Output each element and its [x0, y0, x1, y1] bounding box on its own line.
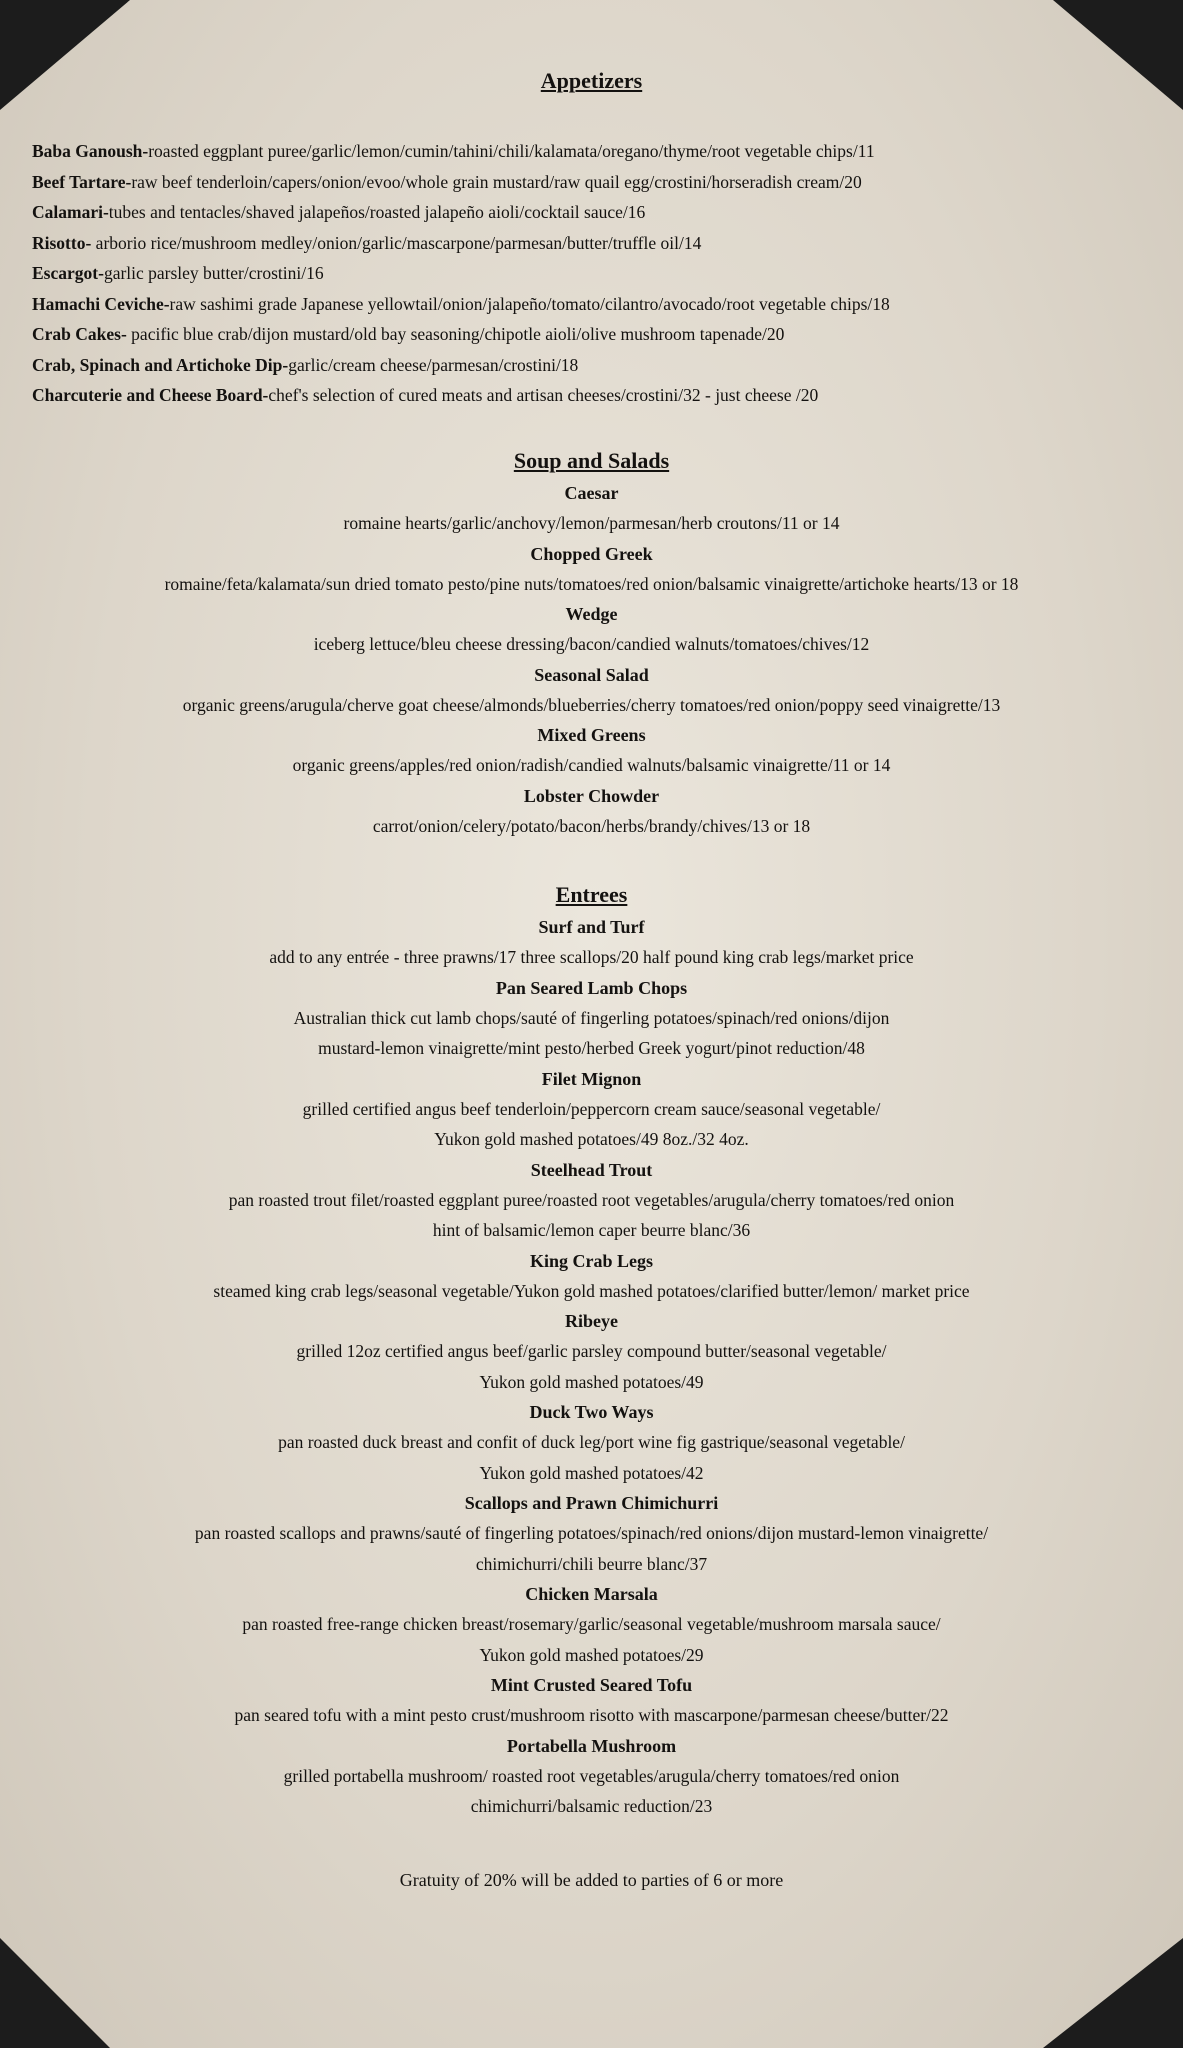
list-item	[32, 319, 1152, 350]
dish-desc: mustard-lemon vinaigrette/mint pesto/herbed Greek yogurt/pinot reduction/48	[318, 1038, 865, 1058]
entrees-heading: Entrees	[555, 882, 628, 907]
entrees-list	[0, 912, 1183, 1822]
dish-desc: pan seared tofu with a mint pesto crust/mushroom risotto with mascarpone/parmesan cheese/butter/22	[234, 1705, 949, 1725]
dish-desc: pan roasted free-range chicken breast/rosemary/garlic/seasonal vegetable/mushroom marsala sauce/	[242, 1614, 941, 1634]
dish-name: Mint Crusted Seared Tofu	[490, 1675, 693, 1695]
dish-desc: carrot/onion/celery/potato/bacon/herbs/brandy/chives/13 or 18	[372, 815, 811, 836]
list-item	[32, 136, 1152, 167]
list-item	[32, 197, 1152, 228]
dish-desc: garlic parsley butter/crostini/16	[103, 263, 324, 283]
dish-name: Wedge	[565, 604, 618, 624]
dish-name: Beef Tartare-	[32, 171, 132, 192]
dish-desc: raw beef tenderloin/capers/onion/evoo/whole grain mustard/raw quail egg/crostini/horseradish cream/20	[131, 171, 862, 192]
dish-name: Baba Ganoush-	[32, 141, 149, 161]
dish-name: Steelhead Trout	[530, 1159, 653, 1180]
dish-desc: raw sashimi grade Japanese yellowtail/onion/jalapeño/tomato/cilantro/avocado/root vegetable chips/18	[169, 293, 890, 314]
dish-desc: Australian thick cut lamb chops/sauté of fingerling potatoes/spinach/red onions/dijon	[293, 1007, 890, 1028]
dish-desc: grilled certified angus beef tenderloin/peppercorn cream sauce/seasonal vegetable/	[302, 1098, 881, 1119]
dish-desc: Yukon gold mashed potatoes/49 8oz./32 4oz.	[434, 1129, 749, 1149]
dish-name: King Crab Legs	[529, 1250, 653, 1271]
dish-desc: tubes and tentacles/shaved jalapeños/roasted jalapeño aioli/cocktail sauce/16	[108, 202, 646, 222]
dish-name: Filet Mignon	[541, 1068, 642, 1089]
menu-holder-corner	[1043, 1938, 1183, 2048]
dish-desc: iceberg lettuce/bleu cheese dressing/bacon/candied walnuts/tomatoes/chives/12	[313, 634, 870, 654]
list-item	[32, 228, 1152, 259]
dish-desc: roasted eggplant puree/garlic/lemon/cumin/tahini/chili/kalamata/oregano/thyme/root vegetable chips/11	[148, 141, 875, 161]
dish-desc: chimichurri/balsamic reduction/23	[470, 1796, 713, 1816]
gratuity-note: Gratuity of 20% will be added to parties of 6 or more	[399, 1870, 784, 1890]
dish-desc: Yukon gold mashed potatoes/29	[479, 1644, 704, 1665]
list-item	[32, 167, 1152, 198]
dish-desc: organic greens/apples/red onion/radish/candied walnuts/balsamic vinaigrette/11 or 14	[292, 755, 891, 775]
dish-name: Pan Seared Lamb Chops	[495, 977, 688, 998]
list-item	[32, 289, 1152, 320]
dish-name: Portabella Mushroom	[506, 1735, 677, 1756]
dish-desc: pan roasted scallops and prawns/sauté of fingerling potatoes/spinach/red onions/dijon mustard-lemon vinaigrette/	[194, 1523, 989, 1543]
dish-desc: hint of balsamic/lemon caper beurre blanc/36	[432, 1220, 751, 1240]
dish-desc: grilled 12oz certified angus beef/garlic parsley compound butter/seasonal vegetable/	[296, 1341, 887, 1361]
dish-name: Crab Cakes-	[32, 324, 127, 344]
dish-name: Crab, Spinach and Artichoke Dip-	[32, 354, 289, 375]
list-item	[32, 380, 1152, 411]
dish-desc: chef's selection of cured meats and artisan cheeses/crostini/32 - just cheese /20	[268, 385, 819, 405]
dish-name: Seasonal Salad	[534, 664, 649, 685]
dish-name: Lobster Chowder	[523, 785, 660, 806]
dish-desc: arborio rice/mushroom medley/onion/garlic/mascarpone/parmesan/butter/truffle oil/14	[91, 232, 702, 253]
dish-name: Chopped Greek	[530, 543, 653, 564]
soups-salads-list	[0, 478, 1183, 841]
list-item	[32, 258, 1152, 289]
menu-holder-corner	[0, 1938, 110, 2048]
soups-salads-heading: Soup and Salads	[513, 448, 670, 473]
dish-desc: Yukon gold mashed potatoes/49	[479, 1371, 704, 1392]
dish-desc: organic greens/arugula/cherve goat cheese/almonds/blueberries/cherry tomatoes/red onion/poppy seed vinaigrette/13	[182, 694, 1001, 715]
dish-desc: pacific blue crab/dijon mustard/old bay seasoning/chipotle aioli/olive mushroom tapenade/20	[126, 324, 785, 344]
dish-name: Escargot-	[32, 263, 104, 283]
dish-name: Scallops and Prawn Chimichurri	[464, 1493, 719, 1513]
dish-desc: romaine/feta/kalamata/sun dried tomato pesto/pine nuts/tomatoes/red onion/balsamic vinaigrette/artichoke hearts/13 or 18	[164, 573, 1019, 594]
dish-name: Mixed Greens	[537, 725, 646, 745]
dish-name: Risotto-	[32, 232, 92, 253]
dish-desc: pan roasted duck breast and confit of duck leg/port wine fig gastrique/seasonal vegetable/	[278, 1432, 905, 1452]
dish-name: Ribeye	[565, 1311, 618, 1331]
dish-desc: pan roasted trout filet/roasted eggplant puree/roasted root vegetables/arugula/cherry tomatoes/red onion	[228, 1189, 955, 1210]
dish-name: Chicken Marsala	[525, 1584, 658, 1604]
dish-desc: steamed king crab legs/seasonal vegetable/Yukon gold mashed potatoes/clarified butter/lemon/ market price	[213, 1280, 970, 1301]
dish-name: Duck Two Ways	[529, 1402, 654, 1422]
list-item	[32, 350, 1152, 381]
dish-name: Calamari-	[32, 202, 109, 222]
dish-name: Caesar	[564, 483, 619, 503]
dish-desc: garlic/cream cheese/parmesan/crostini/18	[288, 354, 579, 375]
dish-name: Charcuterie and Cheese Board-	[32, 385, 269, 405]
appetizers-list	[32, 136, 1152, 411]
appetizers-heading: Appetizers	[540, 68, 643, 93]
dish-name: Surf and Turf	[538, 917, 645, 937]
dish-desc: romaine hearts/garlic/anchovy/lemon/parmesan/herb croutons/11 or 14	[343, 513, 840, 533]
dish-desc: grilled portabella mushroom/ roasted root vegetables/arugula/cherry tomatoes/red onion	[283, 1765, 900, 1786]
dish-desc: add to any entrée - three prawns/17 three scallops/20 half pound king crab legs/market price	[269, 947, 914, 967]
dish-desc: chimichurri/chili beurre blanc/37	[475, 1553, 708, 1574]
dish-name: Hamachi Ceviche-	[32, 293, 170, 314]
dish-desc: Yukon gold mashed potatoes/42	[479, 1462, 704, 1483]
